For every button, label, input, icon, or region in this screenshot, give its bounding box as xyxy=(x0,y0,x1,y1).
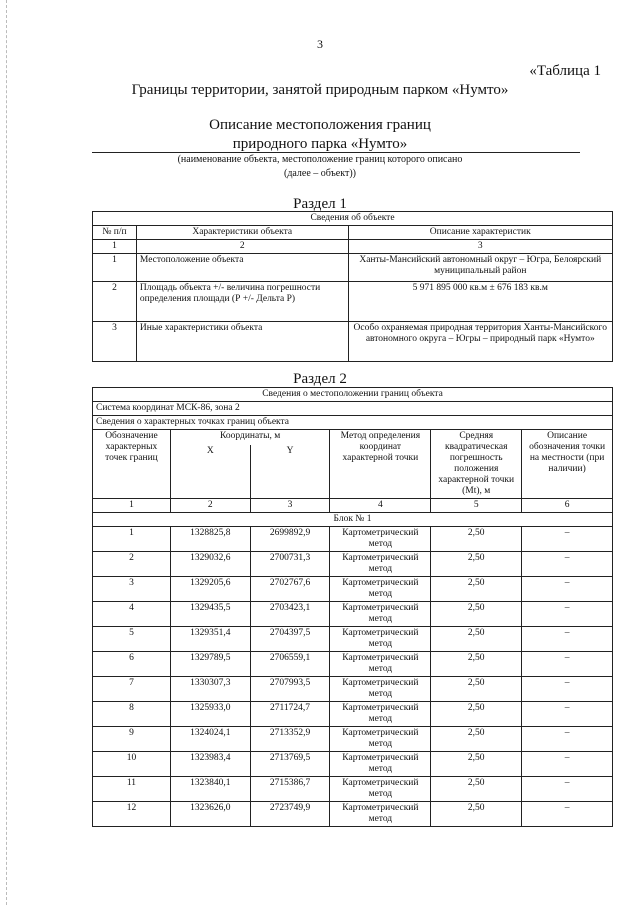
y-coordinate-cell: 2703423,1 xyxy=(250,602,330,627)
column-header: Характеристики объекта xyxy=(136,226,348,240)
method-cell: Картометрический метод xyxy=(330,752,431,777)
table-row xyxy=(93,552,613,577)
y-coordinate-cell: 2713352,9 xyxy=(250,727,330,752)
description-cell: Особо охраняемая природная территория Ханты-Мансийского автономного округа – Югры – природный парк «Нумто» xyxy=(348,322,612,362)
points-caption: Сведения о характерных точках границ объекта xyxy=(93,416,613,430)
x-coordinate-cell: 1323626,0 xyxy=(170,802,250,827)
column-number: 6 xyxy=(522,499,613,513)
point-description-cell: – xyxy=(522,627,613,652)
table-row xyxy=(93,727,613,752)
section-1-title: Раздел 1 xyxy=(293,196,347,212)
column-number: 3 xyxy=(348,240,612,254)
table-row xyxy=(93,577,613,602)
x-coordinate-cell: 1325933,0 xyxy=(170,702,250,727)
y-coordinate-cell: 2711724,7 xyxy=(250,702,330,727)
column-number: 1 xyxy=(93,499,171,513)
point-number-cell: 12 xyxy=(93,802,171,827)
section-2-title: Раздел 2 xyxy=(293,371,347,387)
method-cell: Картометрический метод xyxy=(330,602,431,627)
column-header: № п/п xyxy=(93,226,137,240)
table-row xyxy=(93,802,613,827)
characteristic-cell: Площадь объекта +/- величина погрешности определения площади (Р +/- Дельта Р) xyxy=(136,282,348,322)
x-coordinate-cell: 1330307,3 xyxy=(170,677,250,702)
table-row xyxy=(93,752,613,777)
description-cell: Ханты-Мансийский автономный округ – Югра, Белоярский муниципальный район xyxy=(348,254,612,282)
point-number-cell: 11 xyxy=(93,777,171,802)
point-description-cell: – xyxy=(522,527,613,552)
method-cell: Картометрический метод xyxy=(330,777,431,802)
page-number: 3 xyxy=(317,37,323,51)
row-number: 1 xyxy=(93,254,137,282)
point-number-cell: 8 xyxy=(93,702,171,727)
column-number: 1 xyxy=(93,240,137,254)
method-cell: Картометрический метод xyxy=(330,552,431,577)
column-number: 4 xyxy=(330,499,431,513)
table-row xyxy=(93,677,613,702)
point-number-cell: 10 xyxy=(93,752,171,777)
column-header: Метод определения координат характерной точки xyxy=(330,430,431,499)
column-number: 2 xyxy=(170,499,250,513)
error-cell: 2,50 xyxy=(431,777,522,802)
point-description-cell: – xyxy=(522,552,613,577)
y-coordinate-cell: 2700731,3 xyxy=(250,552,330,577)
table-row xyxy=(93,777,613,802)
description-title-line-1: Описание местоположения границ xyxy=(209,117,431,133)
column-number: 5 xyxy=(431,499,522,513)
point-description-cell: – xyxy=(522,577,613,602)
underline-divider xyxy=(92,152,580,153)
point-description-cell: – xyxy=(522,602,613,627)
y-coordinate-cell: 2713769,5 xyxy=(250,752,330,777)
object-info-table xyxy=(92,211,613,362)
error-cell: 2,50 xyxy=(431,627,522,652)
table-row xyxy=(93,652,613,677)
y-coordinate-cell: 2702767,6 xyxy=(250,577,330,602)
error-cell: 2,50 xyxy=(431,527,522,552)
error-cell: 2,50 xyxy=(431,602,522,627)
point-description-cell: – xyxy=(522,777,613,802)
table-row xyxy=(93,602,613,627)
row-number: 3 xyxy=(93,322,137,362)
error-cell: 2,50 xyxy=(431,552,522,577)
y-coordinate-cell: 2723749,9 xyxy=(250,802,330,827)
point-description-cell: – xyxy=(522,802,613,827)
x-coordinate-cell: 1323983,4 xyxy=(170,752,250,777)
method-cell: Картометрический метод xyxy=(330,677,431,702)
x-coordinate-cell: 1329789,5 xyxy=(170,652,250,677)
x-coordinate-cell: 1323840,1 xyxy=(170,777,250,802)
characteristic-cell: Иные характеристики объекта xyxy=(136,322,348,362)
y-coordinate-cell: 2707993,5 xyxy=(250,677,330,702)
error-cell: 2,50 xyxy=(431,752,522,777)
boundary-points-table xyxy=(92,387,613,827)
column-number: 2 xyxy=(136,240,348,254)
point-description-cell: – xyxy=(522,652,613,677)
table-reference: «Таблица 1 xyxy=(529,63,601,79)
x-coordinate-cell: 1328825,8 xyxy=(170,527,250,552)
point-description-cell: – xyxy=(522,677,613,702)
document-heading: Границы территории, занятой природным парком «Нумто» xyxy=(131,82,509,98)
description-title-line-2: природного парка «Нумто» xyxy=(232,136,408,152)
point-number-cell: 4 xyxy=(93,602,171,627)
y-coordinate-cell: 2706559,1 xyxy=(250,652,330,677)
error-cell: 2,50 xyxy=(431,802,522,827)
method-cell: Картометрический метод xyxy=(330,627,431,652)
table-row xyxy=(93,702,613,727)
object-note-line-1: (наименование объекта, местоположение границ которого описано xyxy=(177,154,463,165)
error-cell: 2,50 xyxy=(431,677,522,702)
x-coordinate-cell: 1324024,1 xyxy=(170,727,250,752)
point-description-cell: – xyxy=(522,727,613,752)
table-row xyxy=(93,627,613,652)
method-cell: Картометрический метод xyxy=(330,802,431,827)
table-caption: Сведения о местоположении границ объекта xyxy=(93,388,613,402)
x-coordinate-cell: 1329032,6 xyxy=(170,552,250,577)
error-cell: 2,50 xyxy=(431,577,522,602)
x-coordinate-cell: 1329351,4 xyxy=(170,627,250,652)
y-coordinate-cell: 2715386,7 xyxy=(250,777,330,802)
error-cell: 2,50 xyxy=(431,652,522,677)
coordinate-system: Система координат МСК-86, зона 2 xyxy=(93,402,613,416)
point-number-cell: 7 xyxy=(93,677,171,702)
y-coordinate-cell: 2699892,9 xyxy=(250,527,330,552)
column-header: Описание характеристик xyxy=(348,226,612,240)
table-row xyxy=(93,527,613,552)
column-header: Y xyxy=(250,445,330,499)
column-header: Средняя квадратическая погрешность положения характерной точки (Mt), м xyxy=(431,430,522,499)
point-description-cell: – xyxy=(522,752,613,777)
block-label: Блок № 1 xyxy=(93,513,613,527)
point-number-cell: 9 xyxy=(93,727,171,752)
column-header: Координаты, м xyxy=(170,430,330,445)
column-header: X xyxy=(170,445,250,499)
method-cell: Картометрический метод xyxy=(330,527,431,552)
method-cell: Картометрический метод xyxy=(330,727,431,752)
error-cell: 2,50 xyxy=(431,702,522,727)
method-cell: Картометрический метод xyxy=(330,652,431,677)
error-cell: 2,50 xyxy=(431,727,522,752)
point-number-cell: 1 xyxy=(93,527,171,552)
description-cell: 5 971 895 000 кв.м ± 676 183 кв.м xyxy=(348,282,612,322)
point-number-cell: 5 xyxy=(93,627,171,652)
column-header: Описание обозначения точки на местности (при наличии) xyxy=(522,430,613,499)
x-coordinate-cell: 1329205,6 xyxy=(170,577,250,602)
object-note-line-2: (далее – объект)) xyxy=(283,168,357,179)
method-cell: Картометрический метод xyxy=(330,702,431,727)
point-number-cell: 2 xyxy=(93,552,171,577)
characteristic-cell: Местоположение объекта xyxy=(136,254,348,282)
column-number: 3 xyxy=(250,499,330,513)
column-header: Обозначение характерных точек границ xyxy=(93,430,171,499)
y-coordinate-cell: 2704397,5 xyxy=(250,627,330,652)
x-coordinate-cell: 1329435,5 xyxy=(170,602,250,627)
point-number-cell: 6 xyxy=(93,652,171,677)
row-number: 2 xyxy=(93,282,137,322)
method-cell: Картометрический метод xyxy=(330,577,431,602)
point-description-cell: – xyxy=(522,702,613,727)
point-number-cell: 3 xyxy=(93,577,171,602)
table-caption: Сведения об объекте xyxy=(93,212,613,226)
